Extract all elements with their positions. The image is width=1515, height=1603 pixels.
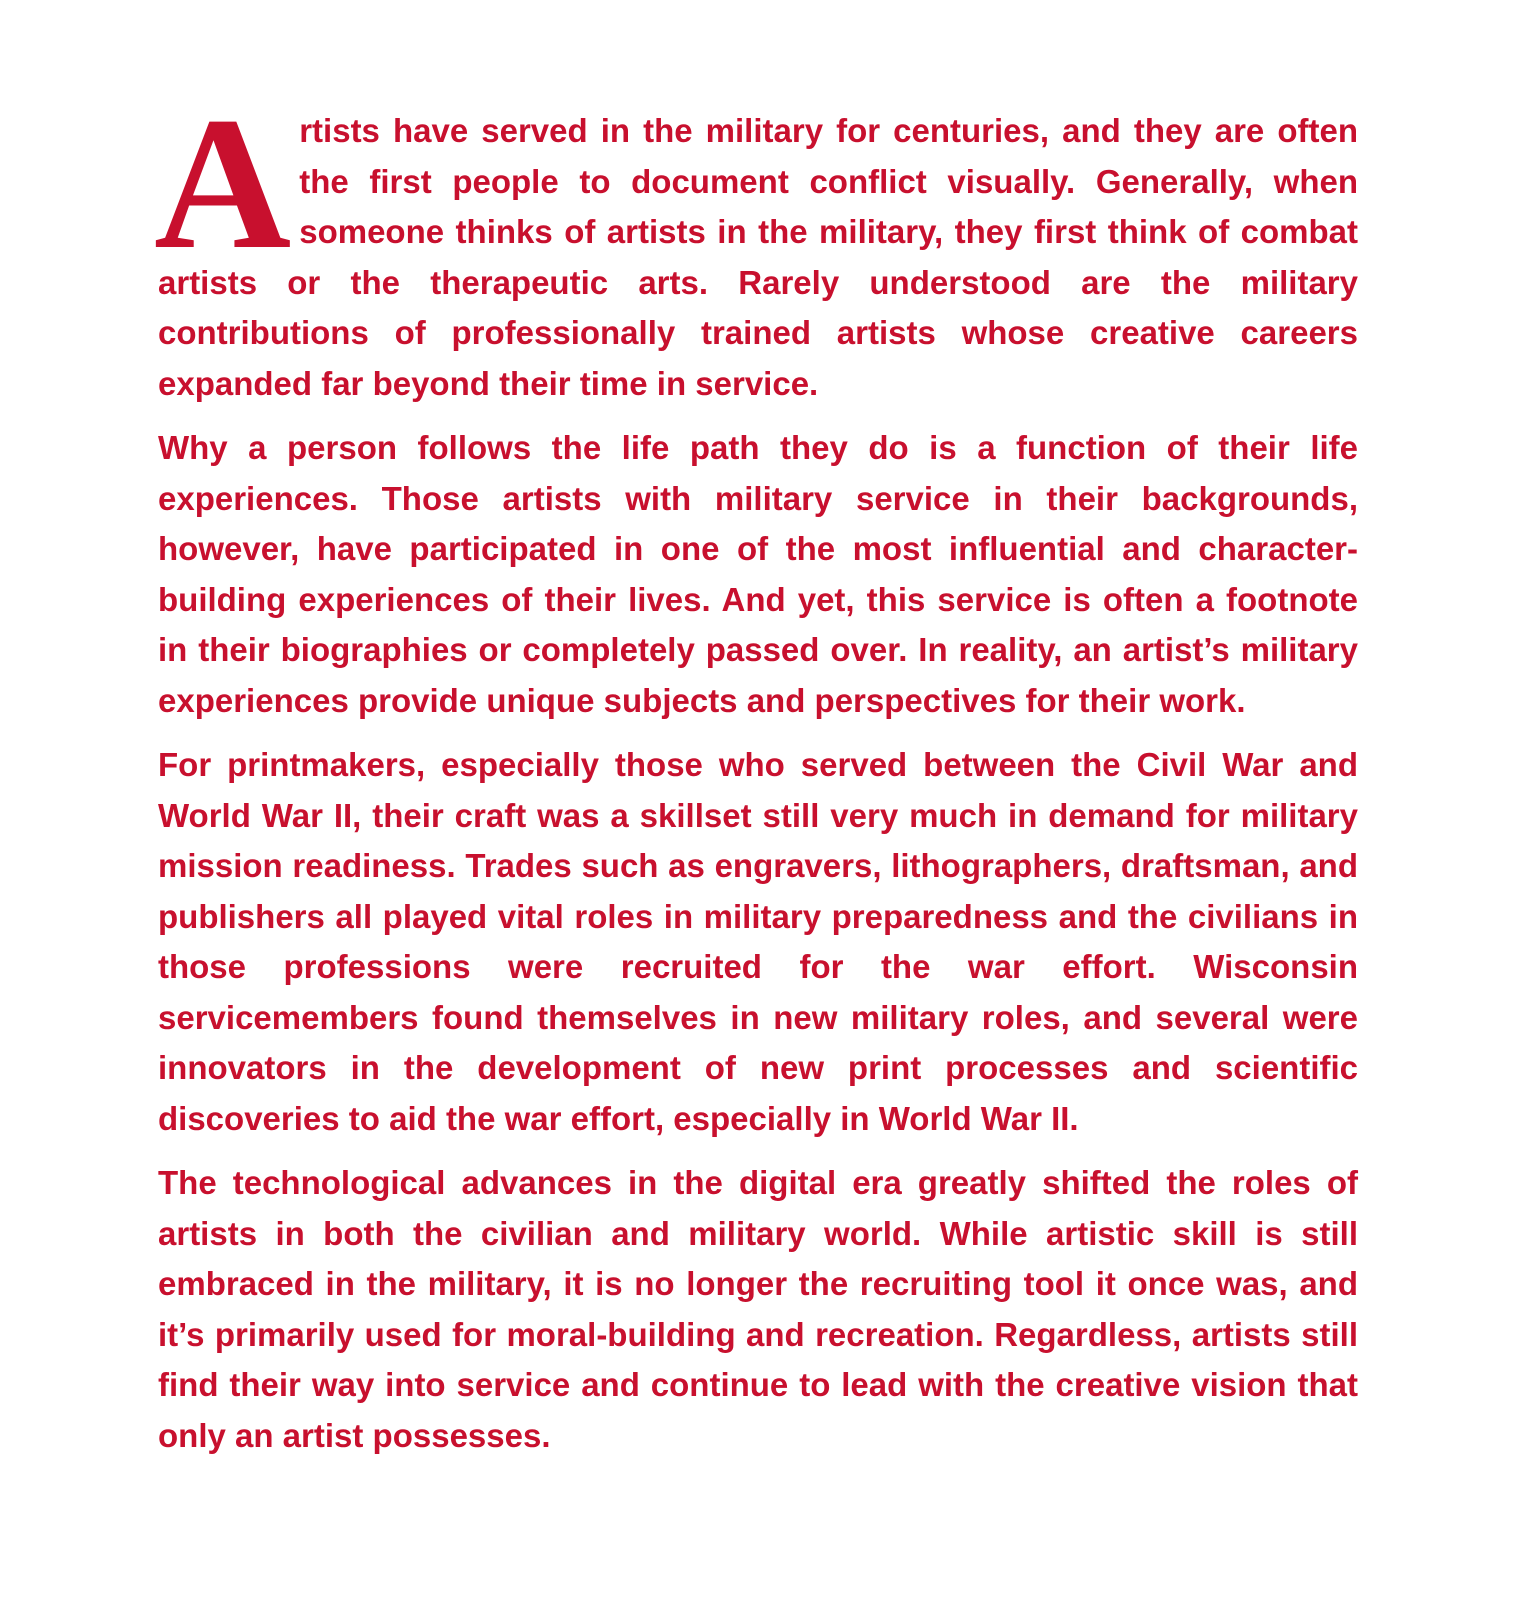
paragraph-printmakers: For printmakers, especially those who served between the Civil War and World War II, their craft was a skillset still very much in demand for military mission readiness. Trades such as engravers, lithographers, draftsman, and publishers all played vital roles in military preparedness and the civilians in those professions were recruited for the war effort. Wisconsin servicemembers found themselves in new military roles, and several were innovators in the development of new print processes and scientific discoveries to aid the war effort, especially in World War II. <box>158 746 1358 1137</box>
body-text <box>154 79 1358 1475</box>
paragraph-service-experience: Why a person follows the life path they do is a function of their life experiences. Those artists with military service in their backgrounds, however, have participated in one of the most influential and character-building experiences of their lives. And yet, this service is often a footnote in their biographies or completely passed over. In reality, an artist’s military experiences provide unique subjects and perspectives for their work. <box>158 429 1358 719</box>
drop-cap: A <box>154 79 292 289</box>
intro-paragraph <box>154 79 1358 409</box>
paragraph-digital-era: The technological advances in the digital era greatly shifted the roles of artists in both the civilian and military world. While artistic skill is still embraced in the military, it is no longer the recruiting tool it once was, and it’s primarily used for moral-building and recreation. Regardless, artists still find their way into service and continue to lead with the creative vision that only an artist possesses. <box>158 1164 1358 1454</box>
intro-paragraph-text: rtists have served in the military for centuries, and they are often the first people to document conflict visually. Generally, when someone thinks of artists in the military, they first think of combat artists or the therapeutic arts. Rarely understood are the military contributions of professionally trained artists whose creative careers expanded far beyond their time in service. <box>158 112 1358 402</box>
